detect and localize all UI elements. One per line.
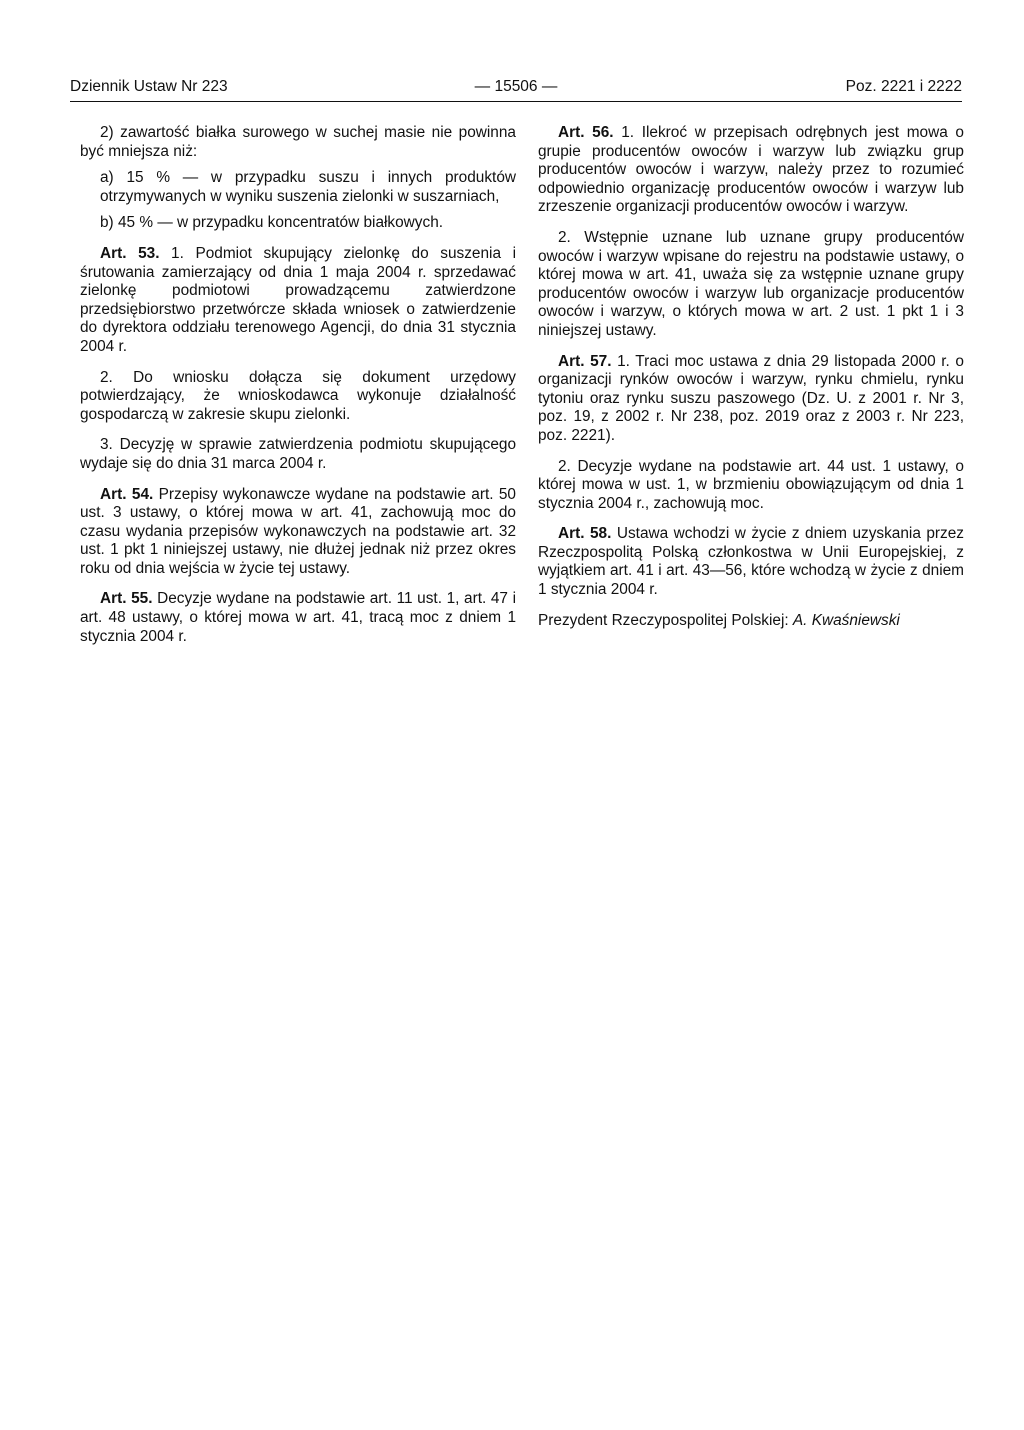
article-53-text: 1. Podmiot skupujący zielonkę do suszenia i śrutowania zamierzający od dnia 1 maja 2004 r. sprzedawać zielonkę podmiotowi prowadzącemu zatwierdzone przedsiębiorstwo przetwórcze składa wniosek o zatwierdzenie do dyrektora oddziału terenowego Agencji, do dnia 31 stycznia 2004 r. <box>80 244 516 355</box>
article-53-label: Art. 53. <box>100 244 160 262</box>
article-56 <box>538 124 964 217</box>
article-57-text: 1. Traci moc ustawa z dnia 29 listopada 2000 r. o organizacji rynków owoców i warzyw, rynku chmielu, rynku tytoniu oraz rynku suszu paszowego (Dz. U. z 2001 r. Nr 3, poz. 19, z 2002 r. Nr 238, poz. 2019 oraz z 2003 r. Nr 223, poz. 2221). <box>538 352 964 444</box>
article-58 <box>538 525 964 599</box>
article-54 <box>80 486 516 579</box>
paragraph-protein-content: 2) zawartość białka surowego w suchej masie nie powinna być mniejsza niż: <box>80 124 516 160</box>
article-57 <box>538 353 964 446</box>
article-58-text: Ustawa wchodzi w życie z dniem uzyskania przez Rzeczpospolitą Polską członkostwa w Unii Europejskiej, z wyjątkiem art. 41 i art. 43—56, które wchodzą w życie z dniem 1 stycznia 2004 r. <box>538 525 964 599</box>
article-55-text: Decyzje wydane na podstawie art. 11 ust. 1, art. 47 i art. 48 ustawy, o której mowa w art. 41, tracą moc z dniem 1 stycznia 2004 r. <box>80 590 516 645</box>
page-number: — 15506 — <box>474 78 558 95</box>
article-53-section-2: 2. Do wniosku dołącza się dokument urzędowy potwierdzający, że wnioskodawca wykonuje działalność gospodarczą w zakresie skupu zielonki. <box>80 368 516 423</box>
page-header <box>70 78 962 102</box>
list-item-b-text: b) 45 % — w przypadku koncentratów białkowych. <box>100 214 444 232</box>
list-item-b <box>80 214 516 233</box>
list-item-a-text: a) 15 % — w przypadku suszu i innych produktów otrzymywanych w wyniku suszenia zielonki w suszarniach, <box>100 169 516 205</box>
article-55 <box>80 590 516 646</box>
signature-name: A. Kwaśniewski <box>792 611 900 629</box>
signature-prefix: Prezydent Rzeczypospolitej Polskiej: <box>538 611 793 629</box>
left-column <box>80 124 516 658</box>
signature-line <box>538 612 964 631</box>
article-55-label: Art. 55. <box>100 590 153 608</box>
article-54-text: Przepisy wykonawcze wydane na podstawie art. 50 ust. 3 ustawy, o której mowa w art. 41, zachowują moc do czasu wydania przepisów wykonawczych na podstawie art. 32 ust. 1 pkt 1 niniejszej ustawy, nie dłużej jednak niż przez okres roku od dnia wejścia w życie tej ustawy. <box>80 485 516 577</box>
list-item-a <box>80 169 516 206</box>
article-58-label: Art. 58. <box>558 525 612 543</box>
article-57-label: Art. 57. <box>558 352 612 370</box>
article-54-label: Art. 54. <box>100 485 154 503</box>
article-53 <box>80 245 516 357</box>
header-rule <box>70 101 962 102</box>
article-56-text: 1. Ilekroć w przepisach odrębnych jest mowa o grupie producentów owoców i warzyw lub związku grup producentów owoców i warzyw, należy przez to rozumieć odpowiednio organizację producentów owoców i warzyw lub zrzeszenie organizacji producentów owoców i warzyw. <box>538 124 964 216</box>
article-56-label: Art. 56. <box>558 124 614 141</box>
journal-title: Dziennik Ustaw Nr 223 <box>70 78 228 95</box>
article-56-section-2: 2. Wstępnie uznane lub uznane grupy producentów owoców i warzyw wpisane do rejestru na podstawie ustawy, o której mowa w art. 41, uważa się za wstępnie uznane grupy producentów owoców i warzyw lub organizacje producentów owoców i warzyw, o których mowa w art. 2 ust. 1 pkt 1 i 3 niniejszej ustawy. <box>538 228 964 339</box>
article-57-section-2: 2. Decyzje wydane na podstawie art. 44 ust. 1 ustawy, o której mowa w ust. 1, w brzmieniu obowiązującym od dnia 1 stycznia 2004 r., zachowują moc. <box>538 457 964 512</box>
position-reference: Poz. 2221 i 2222 <box>845 78 962 95</box>
article-53-section-3: 3. Decyzję w sprawie zatwierdzenia podmiotu skupującego wydaje się do dnia 31 marca 2004 r. <box>80 436 516 472</box>
right-column <box>538 124 964 642</box>
